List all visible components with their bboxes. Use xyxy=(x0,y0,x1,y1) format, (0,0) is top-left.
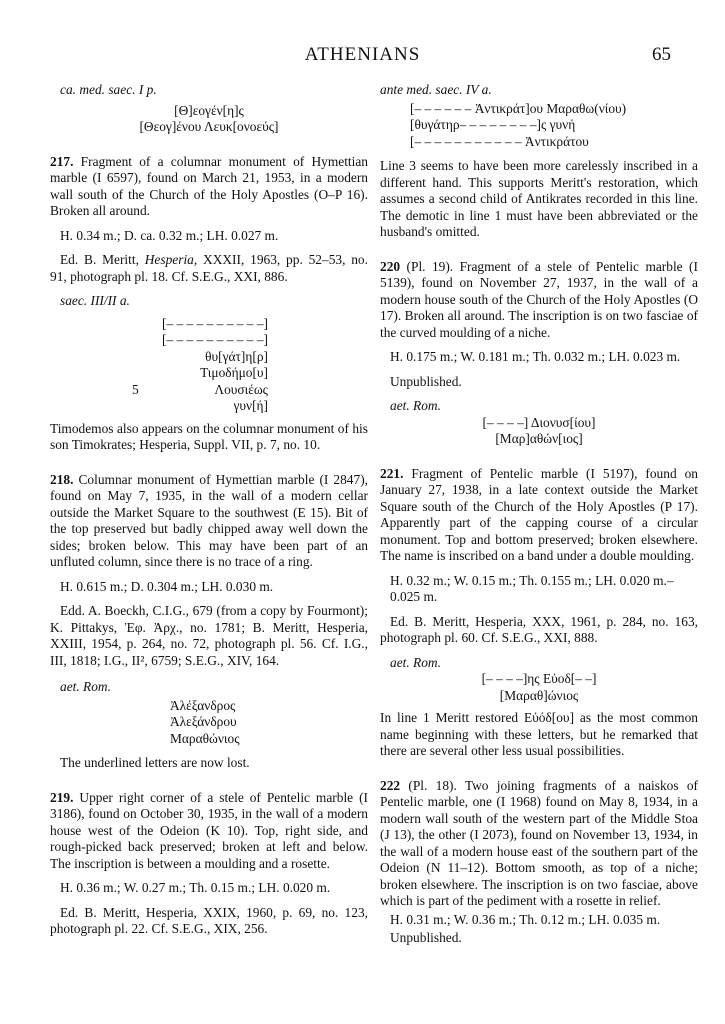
page-number: 65 xyxy=(652,44,671,65)
inscription-line: [θυγάτηρ– – – – – – – –]ς γυνή xyxy=(410,117,576,132)
measurements: H. 0.175 m.; W. 0.181 m.; Th. 0.032 m.; LH. 0.023 m. xyxy=(390,349,681,364)
edition: Ed. B. Meritt, Hesperia, XXIX, 1960, p. 69, no. 123, photograph pl. 22. Cf. S.E.G., XIX, 256. xyxy=(50,904,368,936)
inscription-line: [Μαρ]αθών[ιος] xyxy=(495,431,583,446)
inscription-line: Τιμοδήμο[υ] xyxy=(200,365,268,380)
entry-217 xyxy=(50,154,368,220)
inscription-line: Ἀλεξάνδρου xyxy=(170,714,237,729)
edition: Ed. B. Meritt, Hesperia, XXX, 1961, p. 284, no. 163, photograph pl. 60. Cf. S.E.G., XXI, 888. xyxy=(380,613,698,645)
edition-journal: Hesperia, xyxy=(144,252,198,267)
inscription-line: Λουσιέως xyxy=(214,381,268,397)
date-line: ca. med. saec. I p. xyxy=(60,82,157,97)
edition-details: XXXII, 1963, pp. 52–53, no. 91, photograph pl. 18. Cf. S.E.G., XXI, 886. xyxy=(50,252,368,284)
entry-221 xyxy=(380,466,698,565)
entry-219 xyxy=(50,790,368,873)
entry-description: Fragment of Pentelic marble (I 5197), found on January 27, 1938, in a late context outside the Market Square south of the Church of the Holy Apostles (P 17). Apparently part of the capping course of a circular monument. Top and bottom preserved; broken elsewhere. The name is inscribed on a band under a double moulding. xyxy=(380,465,698,563)
entry-number: 219. xyxy=(50,789,74,805)
entry-description: (Pl. 18). Two joining fragments of a naiskos of Pentelic marble, one (I 1968) found on May 8, 1934, in a modern wall south of the western part of the Middle Stoa (J 13), the other (I 2073), found on November 13, 1934, in the wall of a modern house east of the southern part of the Odeion (N 11–12). Bottom smooth, as top of a niche; broken elsewhere. The inscription is on two fasciae, above which is part of the pediment with a rosette in relief. xyxy=(380,777,698,908)
inscription xyxy=(50,103,368,136)
measurements: H. 0.615 m.; D. 0.304 m.; LH. 0.030 m. xyxy=(60,578,274,594)
unpublished: Unpublished. xyxy=(390,930,462,945)
entry-number: 217. xyxy=(50,153,74,169)
entry-number: 218. xyxy=(50,471,74,487)
inscription-line: [– – – – – – – – – – – Ἀντικράτου xyxy=(410,133,589,149)
inscription-line: [Θ]εογέν[η]ς xyxy=(174,102,244,118)
edition: Edd. A. Boeckh, C.I.G., 679 (from a copy by Fourmont); K. Pittakys, Ἐφ. Ἀρχ., no. 1781; B. Meritt, Hesperia, XXIII, 1954, p. 264, no. 72, photograph pl. 56. Cf. I.G., III, 1818; I.G., II², 6759; S.E.G., XIV, 164. xyxy=(50,603,368,668)
commentary: The underlined letters are now lost. xyxy=(60,755,250,770)
measurements: H. 0.31 m.; W. 0.36 m.; Th. 0.12 m.; LH. 0.035 m. xyxy=(390,911,661,927)
inscription-line: [– – – – – – Ἀντικράτ]ου Μαραθω(νίου) xyxy=(410,100,627,116)
entry-222 xyxy=(380,778,698,910)
running-head: ATHENIANS xyxy=(304,44,421,65)
entry-description: (Pl. 19). Fragment of a stele of Pentelic marble (I 5139), found on November 27, 1937, in the wall of a modern house south of the Church of the Holy Apostles (O 17). Broken all around. The inscription is on two fasciae of the curved moulding of a niche. xyxy=(380,258,698,340)
entry-number: 220 xyxy=(380,258,401,274)
left-column xyxy=(50,82,368,938)
measurements: H. 0.32 m.; W. 0.15 m.; Th. 0.155 m.; LH. 0.020 m.– 0.025 m. xyxy=(390,572,674,604)
inscription xyxy=(380,415,698,448)
inscription-line: Μαραθώνιος xyxy=(170,730,240,746)
entry-220 xyxy=(380,259,698,342)
commentary: Line 3 seems to have been more carelessly inscribed in a different hand. This supports Meritt's restoration, which assumes a second child of Antikrates recorded in this line. The demotic in line 1 must have been abbreviated or the husband's omitted. xyxy=(380,158,698,239)
date-line: aet. Rom. xyxy=(390,398,441,413)
measurements: H. 0.36 m.; W. 0.27 m.; Th. 0.15 m.; LH. 0.020 m. xyxy=(60,880,331,895)
inscription xyxy=(380,671,698,704)
inscription-line: [– – – – – – – – – –] xyxy=(161,315,268,331)
entry-number: 222 xyxy=(380,777,401,793)
entry-number: 221. xyxy=(380,465,404,481)
inscription-line: [Θεογ]ένου Λευκ[ονοεύς] xyxy=(139,119,279,134)
inscription-line: [– – – –] Διονυσ[ίου] xyxy=(482,414,596,430)
inscription-line: γυν[ή] xyxy=(233,398,268,413)
inscription-line: θυ[γάτ]η[ρ] xyxy=(205,348,268,364)
edition xyxy=(50,252,368,285)
inscription-line: [– – – –]ης Εὐοδ[– –] xyxy=(481,671,597,686)
commentary: Timodemos also appears on the columnar monument of his son Timokrates; Hesperia, Suppl. VII, p. 7, no. 10. xyxy=(50,420,368,452)
inscription xyxy=(132,315,268,415)
entry-description: Fragment of a columnar monument of Hymettian marble (I 6597), found on March 21, 1953, in a modern wall south of the Church of the Holy Apostles (O–P 16). Broken all around. xyxy=(50,153,368,218)
unpublished: Unpublished. xyxy=(390,373,462,389)
date-line: aet. Rom. xyxy=(60,679,111,694)
edition-author: Ed. B. Meritt, xyxy=(60,252,139,267)
inscription-line: [Μαραθ]ώνιος xyxy=(499,687,579,703)
measurements: H. 0.34 m.; D. ca. 0.32 m.; LH. 0.027 m. xyxy=(60,227,279,243)
date-line: aet. Rom. xyxy=(390,654,441,670)
entry-description: Upper right corner of a stele of Pentelic marble (I 3186), found on October 30, 1935, in the wall of a modern house west of the Odeion (K 10). Top, right side, and rough-picked back preserved; broken at left and below. The inscription is between a moulding and a rosette. xyxy=(50,789,368,871)
date-line: saec. III/II a. xyxy=(60,293,130,308)
entry-218 xyxy=(50,472,368,571)
inscription-line: Ἀλέξανδρος xyxy=(170,697,236,713)
date-line: ante med. saec. IV a. xyxy=(380,82,492,97)
commentary: In line 1 Meritt restored Εὐόδ[ου] as the most common name beginning with these letters, but he remarked that there are several other less usual possibilities. xyxy=(380,710,698,758)
line-number: 5 xyxy=(132,381,139,397)
inscription-line: [– – – – – – – – – –] xyxy=(161,332,268,347)
entry-description: Columnar monument of Hymettian marble (I 2847), found on May 7, 1935, in the wall of a modern cellar outside the Market Square to the southwest (E 15). Bit of the top preserved but badly chipped away well down the sides; broken below. This may have been part of an unfluted column, since there is no trace of a ring. xyxy=(50,471,368,569)
right-column xyxy=(380,82,698,947)
inscription xyxy=(410,101,698,151)
inscription xyxy=(170,698,368,748)
